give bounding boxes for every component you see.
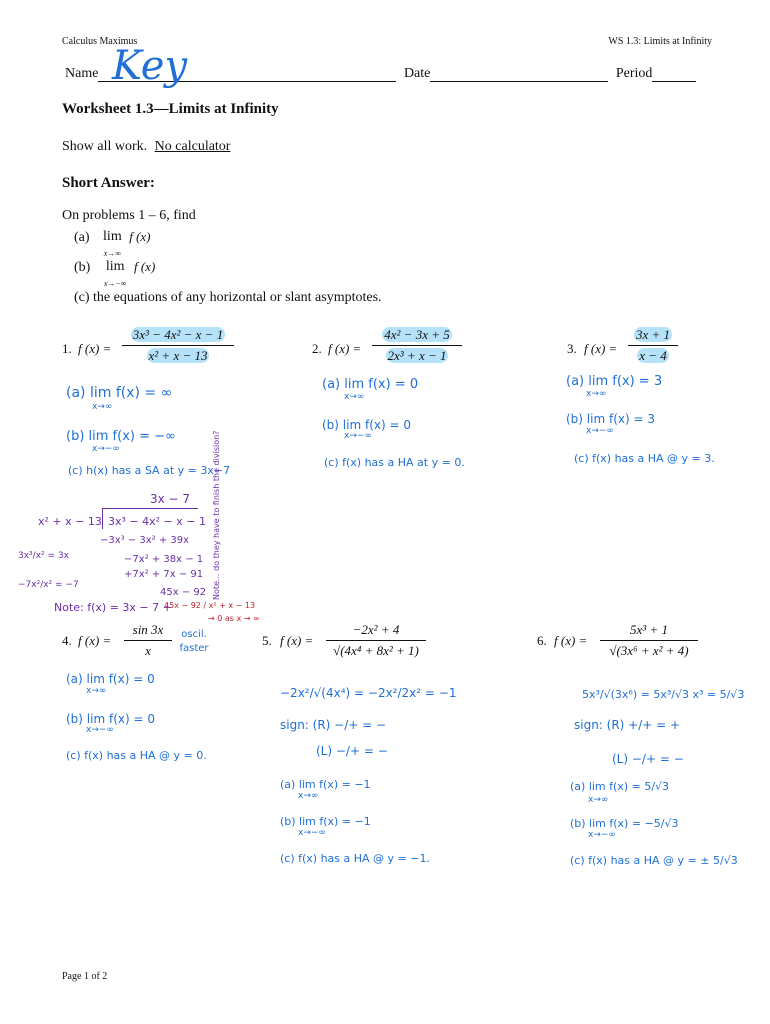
problem-1-numerator: 3x³ − 4x² − x − 1: [132, 327, 224, 342]
intro-a-label: (a): [74, 230, 90, 245]
problem-5-work: −2x²/√(4x⁴) = −2x²/2x² = −1: [280, 686, 457, 700]
problem-5-sign-left: (L) −/+ = −: [316, 744, 388, 758]
intro-b-lim: lim: [105, 259, 125, 274]
problem-1-answer-b: (b) lim f(x) = −∞: [66, 429, 176, 444]
section-heading: Short Answer:: [62, 175, 155, 191]
division-note-fraction: 45x − 92 / x² + x − 13: [164, 601, 256, 610]
problem-4-fx: f (x) =: [78, 633, 112, 648]
problem-4-numerator: sin 3x: [132, 622, 164, 637]
problem-3-answer-a-sub: x→∞: [586, 389, 607, 399]
problem-5-fx: f (x) =: [280, 633, 314, 648]
division-side-2: −7x²/x² = −7: [18, 580, 79, 590]
problem-3-fraction: [628, 327, 678, 364]
problem-6-answer-a: (a) lim f(x) = 5/√3: [570, 780, 670, 793]
problem-4-answer-c: (c) f(x) has a HA @ y = 0.: [66, 749, 207, 762]
intro-a-fx: f (x): [129, 229, 151, 244]
problem-2-number: 2.: [312, 341, 322, 356]
problem-3-denominator: x − 4: [639, 348, 667, 363]
problem-2-numerator: 4x² − 3x + 5: [384, 327, 450, 342]
problem-1-answer-a: (a) lim f(x) = ∞: [66, 385, 173, 401]
problem-4-number: 4.: [62, 633, 72, 648]
problem-3-number: 3.: [567, 341, 577, 356]
problem-6-answer-c: (c) f(x) has a HA @ y = ± 5/√3: [570, 854, 738, 867]
division-side-1: 3x³/x² = 3x: [18, 551, 69, 561]
problem-2-answer-b: (b) lim f(x) = 0: [322, 418, 411, 432]
problem-5-answer-a: (a) lim f(x) = −1: [280, 778, 371, 791]
problem-1-answer-a-sub: x→∞: [92, 402, 113, 412]
problem-2-fx: f (x) =: [328, 341, 362, 356]
division-step-2: −7x² + 38x − 1: [124, 554, 204, 565]
problem-5-fraction: [326, 622, 426, 659]
problem-6-fraction: [600, 622, 698, 659]
date-label: Date: [403, 66, 431, 81]
intro-b-label: (b): [74, 260, 91, 275]
problem-3-answer-b-sub: x→−∞: [586, 426, 614, 436]
intro-b-sub: x→−∞: [103, 279, 127, 288]
worksheet-code: WS 1.3: Limits at Infinity: [608, 36, 712, 47]
intro-a: [74, 229, 151, 261]
problem-4-answer-a: (a) lim f(x) = 0: [66, 672, 155, 686]
problem-1-number: 1.: [62, 341, 72, 356]
problem-3-answer-b: (b) lim f(x) = 3: [566, 412, 655, 426]
course-name: Calculus Maximus: [62, 36, 138, 47]
problem-5-answer-b: (b) lim f(x) = −1: [280, 815, 371, 828]
division-side-note: Note... do they have to finish the division?: [212, 430, 221, 600]
problem-6-answer-b-sub: x→−∞: [588, 830, 616, 840]
problem-6-answer-a-sub: x→∞: [588, 795, 609, 805]
name-signature: Key: [112, 43, 188, 89]
name-label: Name: [65, 66, 99, 81]
problem-4-answer-b-sub: x→−∞: [86, 725, 114, 735]
problem-5-numerator: −2x² + 4: [352, 622, 400, 637]
problem-3-answer-c: (c) f(x) has a HA @ y = 3.: [574, 452, 715, 465]
page-title: Worksheet 1.3—Limits at Infinity: [62, 101, 279, 117]
problem-5-denominator: √(4x⁴ + 8x² + 1): [333, 643, 419, 658]
problem-2-answer-b-sub: x→−∞: [344, 431, 372, 441]
problem-6-number: 6.: [537, 633, 547, 648]
problem-2-fraction: [372, 327, 462, 364]
intro-b: [74, 259, 155, 291]
problem-1-fraction: [122, 327, 234, 364]
problem-1-answer-b-sub: x→−∞: [92, 444, 120, 454]
division-note-arrow: → 0 as x → ∞: [208, 614, 260, 623]
problem-1-fx: f (x) =: [78, 341, 112, 356]
problem-3-answer-a: (a) lim f(x) = 3: [566, 374, 663, 389]
date-line[interactable]: [430, 67, 608, 82]
problem-1-denominator: x² + x − 13: [148, 348, 208, 363]
problem-5-answer-b-sub: x→−∞: [298, 828, 326, 838]
period-line[interactable]: [652, 67, 696, 82]
problem-5-number: 5.: [262, 633, 272, 648]
division-divisor: x² + x − 13: [38, 515, 102, 528]
no-calculator-text: No calculator: [154, 139, 231, 154]
intro-c: (c) the equations of any horizontal or slant asymptotes.: [74, 290, 382, 305]
problem-6-sign-left: (L) −/+ = −: [612, 752, 684, 766]
intro-a-sub: x→∞: [103, 249, 122, 258]
problem-2-answer-a: (a) lim f(x) = 0: [322, 377, 419, 392]
problem-2-answer-c: (c) f(x) has a HA at y = 0.: [324, 456, 465, 469]
show-work-text: Show all work.: [62, 139, 148, 154]
division-step-1: −3x³ − 3x² + 39x: [100, 535, 190, 546]
division-note: Note: f(x) = 3x − 7 +: [54, 601, 172, 614]
page-footer: Page 1 of 2: [62, 971, 108, 982]
problem-4-fraction: [124, 622, 172, 659]
problem-3-fx: f (x) =: [584, 341, 618, 356]
problem-4-answer-b: (b) lim f(x) = 0: [66, 712, 155, 726]
instructions: [62, 139, 230, 155]
problem-5-sign-right: sign: (R) −/+ = −: [280, 718, 387, 732]
problem-4-answer-a-sub: x→∞: [86, 686, 107, 696]
problem-4-note: oscil. faster: [179, 629, 209, 654]
problem-6-answer-b: (b) lim f(x) = −5/√3: [570, 817, 679, 830]
division-step-3: +7x² + 7x − 91: [124, 569, 204, 580]
problem-2-denominator: 2x³ + x − 1: [387, 348, 447, 363]
problem-1-answer-c: (c) h(x) has a SA at y = 3x−7: [68, 464, 231, 477]
intro-b-fx: f (x): [133, 259, 156, 274]
problem-4-denominator: x: [145, 643, 151, 658]
problem-6-denominator: √(3x⁶ + x² + 4): [609, 643, 689, 658]
problem-5-answer-a-sub: x→∞: [298, 791, 319, 801]
problem-3-numerator: 3x + 1: [635, 327, 671, 342]
problem-6-fx: f (x) =: [554, 633, 588, 648]
division-remainder: 45x − 92: [160, 587, 207, 598]
intro-lead: On problems 1 – 6, find: [62, 208, 196, 223]
problem-6-sign-right: sign: (R) +/+ = +: [574, 718, 681, 732]
problem-6-numerator: 5x³ + 1: [630, 622, 668, 637]
period-label: Period: [615, 66, 653, 81]
problem-2-answer-a-sub: x→∞: [344, 392, 365, 402]
problem-5-answer-c: (c) f(x) has a HA @ y = −1.: [280, 852, 430, 865]
division-dividend: 3x³ − 4x² − x − 1: [108, 515, 206, 528]
problem-6-work: 5x³/√(3x⁶) = 5x³/√3 x³ = 5/√3: [582, 688, 745, 701]
intro-a-lim: lim: [103, 229, 122, 244]
division-quotient: 3x − 7: [150, 492, 191, 506]
